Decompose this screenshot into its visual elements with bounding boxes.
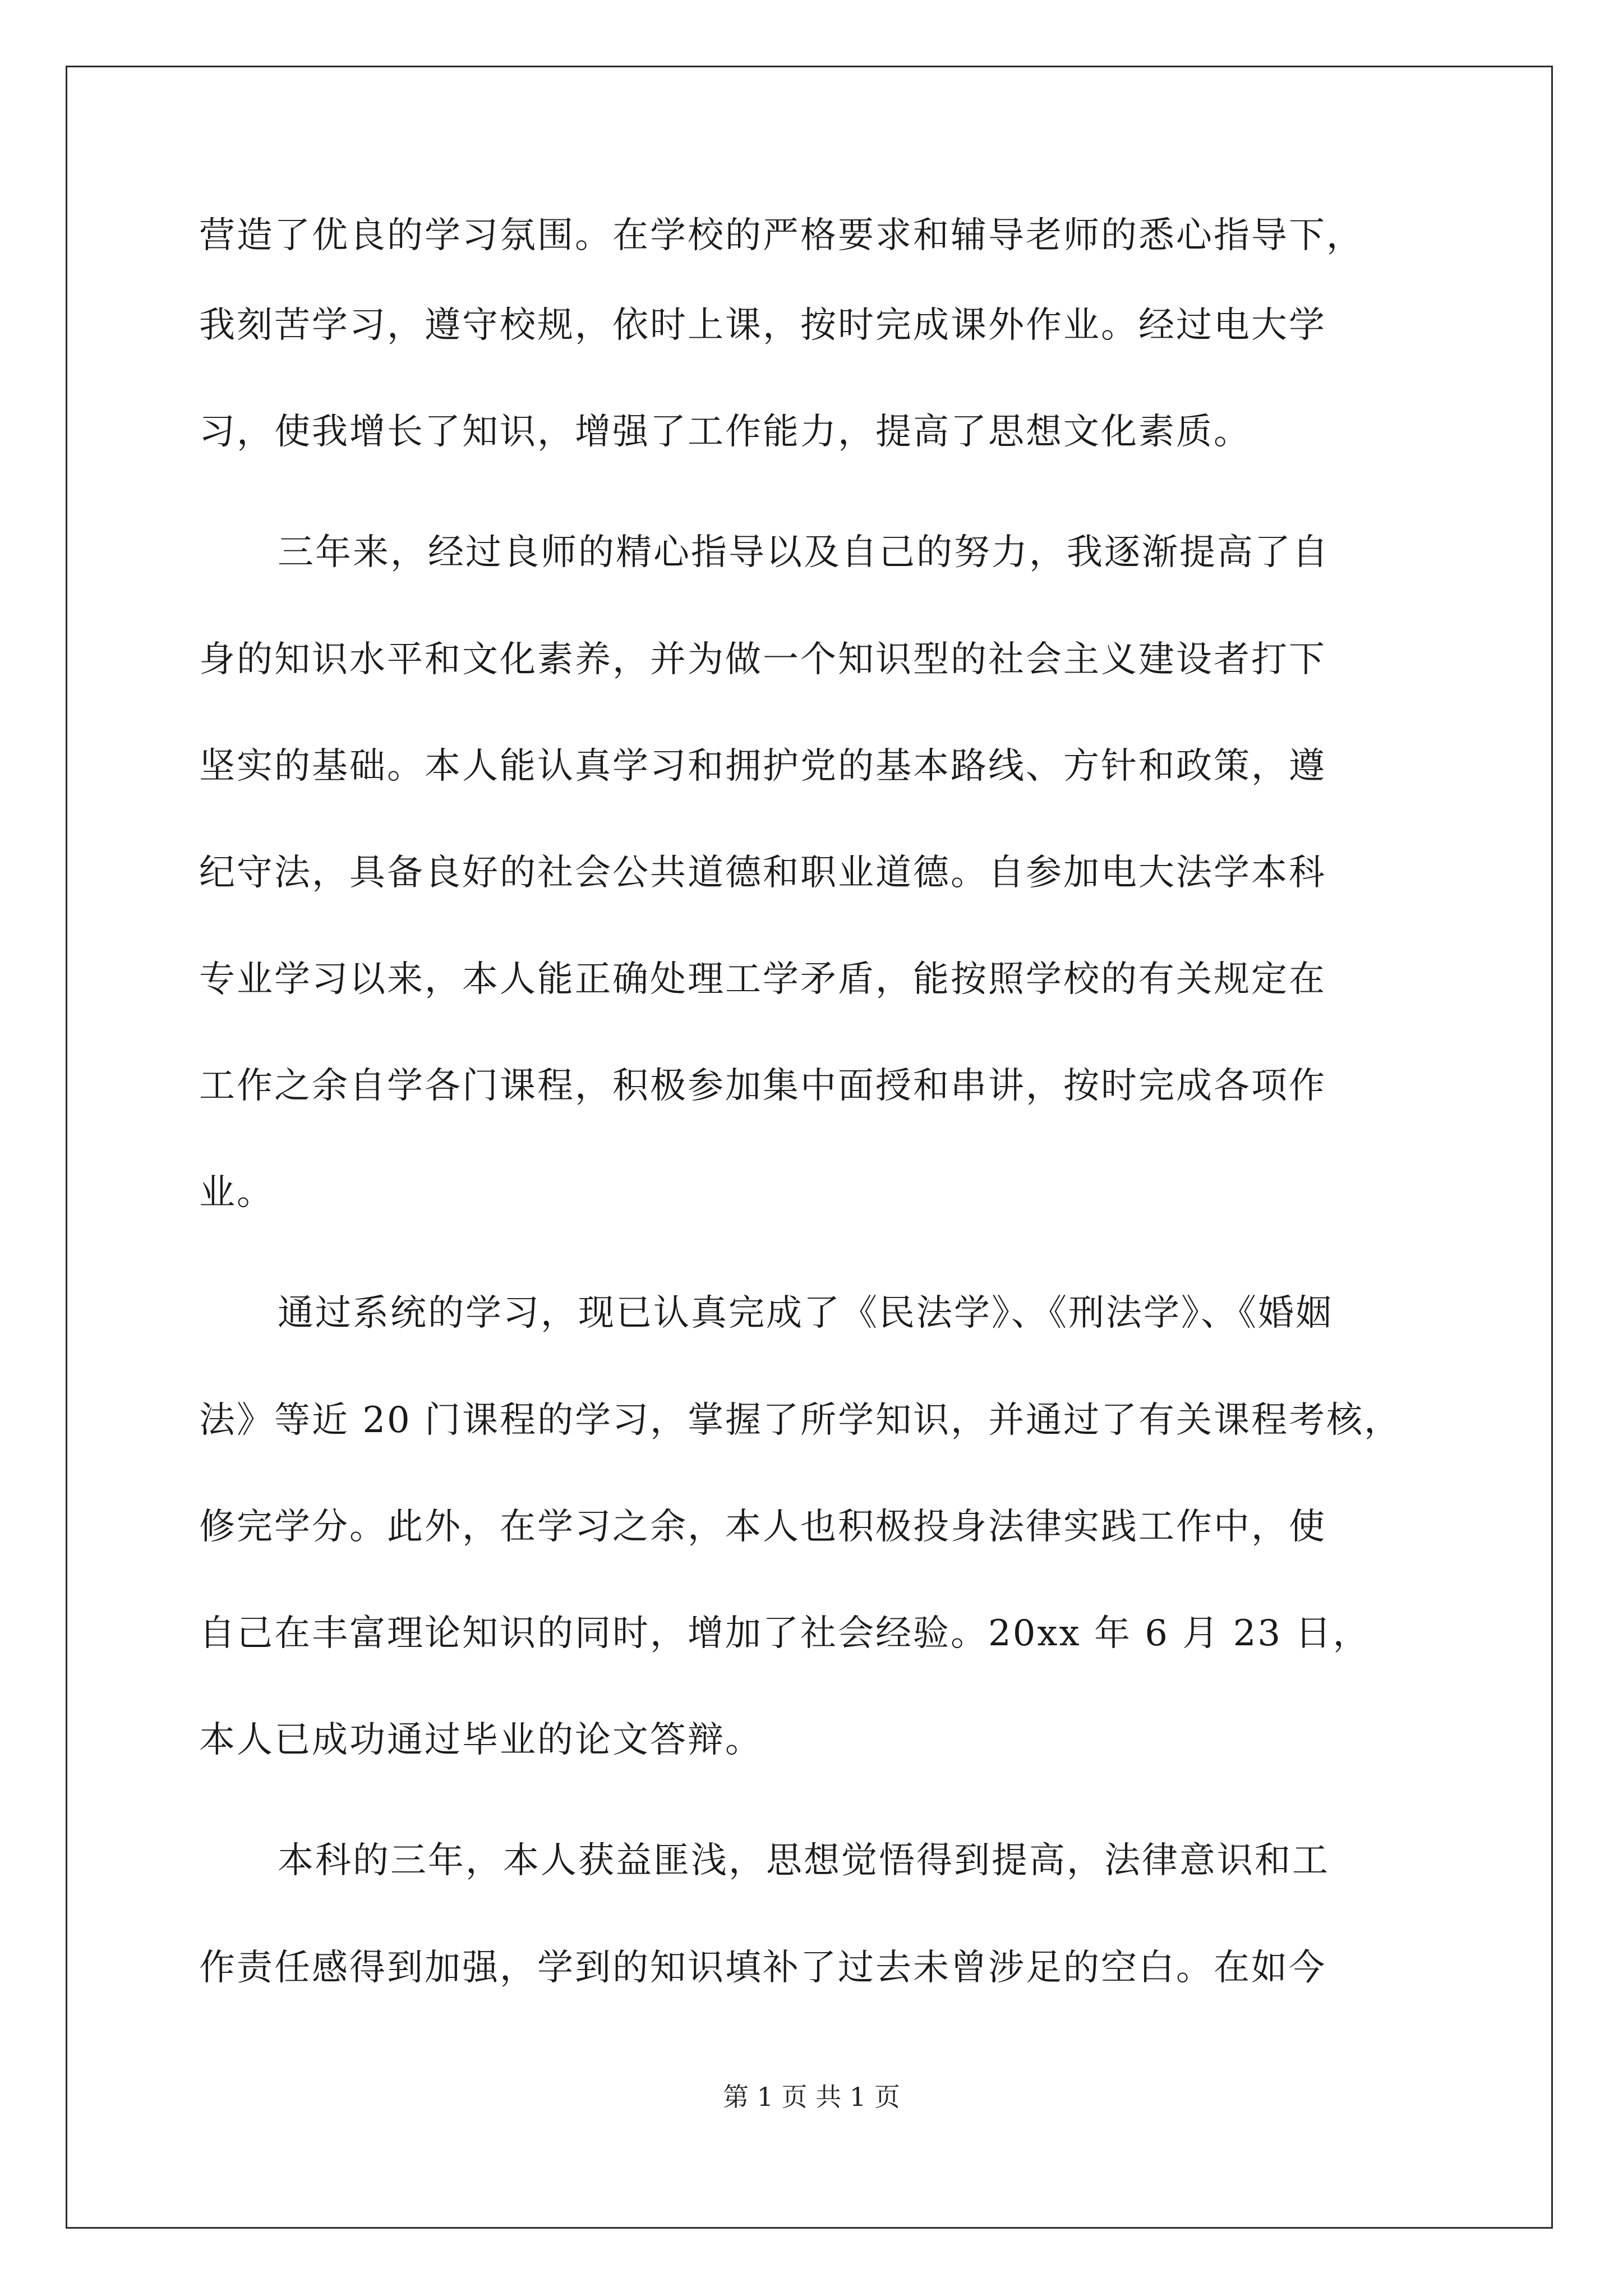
text-line: 我刻苦学习，遵守校规，依时上课，按时完成课外作业。经过电大学 xyxy=(199,305,1326,346)
document-body xyxy=(199,199,1433,2021)
text-line: 业。 xyxy=(199,1172,274,1213)
text-line: 坚实的基础。本人能认真学习和拥护党的基本路线、方针和政策，遵 xyxy=(199,746,1326,787)
text-line: 修完学分。此外，在学习之余，本人也积极投身法律实践工作中，使 xyxy=(199,1506,1326,1548)
paragraph-first-line: 通过系统的学习，现已认真完成了《民法学》、《刑法学》、《婚姻 xyxy=(278,1292,1333,1334)
text-line: 习，使我增长了知识，增强了工作能力，提高了思想文化素质。 xyxy=(199,411,1251,453)
text-line: 本人已成功通过毕业的论文答辩。 xyxy=(199,1719,763,1761)
text-line: 自己在丰富理论知识的同时，增加了社会经验。20xx 年 6 月 23 日， xyxy=(199,1613,1371,1654)
page-number-footer: 第 1 页 共 1 页 xyxy=(723,2082,900,2112)
paragraph-first-line: 三年来，经过良师的精心指导以及自己的努力，我逐渐提高了自 xyxy=(278,532,1330,573)
text-line: 纪守法，具备良好的社会公共道德和职业道德。自参加电大法学本科 xyxy=(199,852,1326,894)
text-line: 专业学习以来，本人能正确处理工学矛盾，能按照学校的有关规定在 xyxy=(199,959,1326,1000)
text-line: 营造了优良的学习氛围。在学校的严格要求和辅导老师的悉心指导下， xyxy=(199,215,1364,256)
text-line: 工作之余自学各门课程，积极参加集中面授和串讲，按时完成各项作 xyxy=(199,1065,1326,1107)
text-line: 作责任感得到加强，学到的知识填补了过去未曾涉足的空白。在如今 xyxy=(199,1947,1326,1989)
paragraph-first-line: 本科的三年，本人获益匪浅，思想觉悟得到提高，法律意识和工 xyxy=(278,1840,1330,1881)
text-line: 法》等近 20 门课程的学习，掌握了所学知识，并通过了有关课程考核， xyxy=(199,1400,1402,1441)
text-line: 身的知识水平和文化素养，并为做一个知识型的社会主义建设者打下 xyxy=(199,639,1326,680)
